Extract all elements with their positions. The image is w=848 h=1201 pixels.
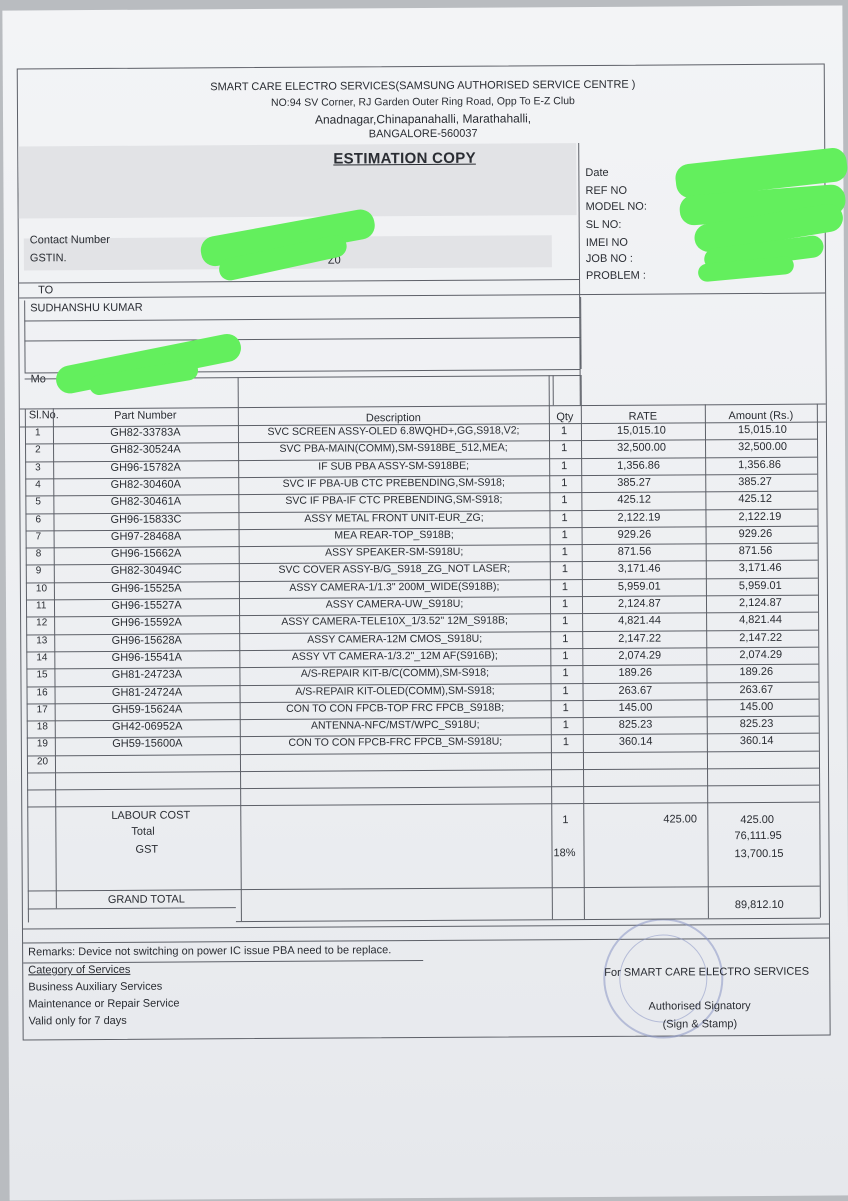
row-rate: 871.56 [617,545,652,558]
row-part-number: GH96-15525A [111,582,182,595]
header-amount: Amount (Rs.) [728,409,794,423]
row-rate: 263.67 [618,684,653,697]
row-part-number: GH96-15782A [110,461,181,474]
row-amount: 5,959.01 [738,579,782,592]
row-amount: 1,356.86 [738,458,782,471]
ref-no-label: REF NO [585,184,628,198]
row-qty: 1 [561,511,568,524]
remarks-text: Remarks: Device not switching on power IC issue PBA need to be replace. [28,944,392,959]
row-description: ASSY CAMERA-12M CMOS_S918U; [307,632,483,646]
row-part-number: GH82-30524A [110,443,181,457]
row-rate: 189.26 [618,666,653,680]
service-maintenance-repair: Maintenance or Repair Service [28,997,180,1011]
row-part-number: GH97-28468A [110,530,182,543]
row-description: ASSY CAMERA-1/1.3" 200M_WIDE(S918B); [289,580,500,594]
validity-note: Valid only for 7 days [28,1014,127,1028]
row-qty: 1 [561,442,568,455]
row-amount: 2,147.22 [739,631,783,644]
row-description: A/S-REPAIR KIT-OLED(COMM),SM-S918; [295,684,495,698]
row-amount: 360.14 [739,735,774,748]
header-part-number: Part Number [114,409,177,422]
row-part-number: GH59-15600A [112,737,183,751]
row-part-number: GH81-24724A [111,685,183,699]
row-sl-no: 8 [35,548,42,560]
row-description: ANTENNA-NFC/MST/WPC_S918U; [310,718,480,732]
row-part-number: GH42-06952A [112,720,183,734]
row-amount: 3,171.46 [738,562,782,575]
row-rate: 825.23 [618,718,653,731]
document-title: ESTIMATION COPY [333,149,476,168]
row-sl-no: 12 [36,617,48,629]
total-label: Total [131,825,155,838]
row-rate: 1,356.86 [617,459,661,472]
row-sl-no: 2 [35,444,41,456]
row-sl-no: 4 [35,479,41,491]
row-rate: 385.27 [617,476,651,489]
row-rate: 5,959.01 [617,580,661,593]
row-part-number: GH82-30461A [110,495,182,509]
row-sl-no: 7 [35,531,42,543]
row-sl-no: 11 [35,600,47,612]
row-description: SVC IF PBA-IF CTC PREBENDING,SM-S918; [285,493,503,508]
category-label: Category of Services [28,963,131,977]
row-rate: 2,074.29 [618,649,662,662]
problem-label: PROBLEM : [585,269,646,283]
row-amount: 425.12 [738,493,773,506]
row-qty: 1 [561,580,569,593]
company-name: SMART CARE ELECTRO SERVICES(SAMSUNG AUTHORISED SERVICE CENTRE ) [210,78,636,94]
row-amount: 32,500.00 [738,441,788,454]
header-qty: Qty [556,411,574,424]
row-qty: 1 [562,615,569,628]
row-rate: 32,500.00 [617,441,667,455]
header-sl-no: Sl.No. [28,409,59,422]
row-description: SVC IF PBA-UB CTC PREBENDING,SM-S918; [282,476,505,490]
row-description: IF SUB PBA ASSY-SM-S918BE; [318,459,470,473]
row-amount: 2,122.19 [738,510,782,523]
row-sl-no: 10 [35,583,48,595]
row-description: MEA REAR-TOP_S918B; [334,528,454,542]
total-amount: 76,111.95 [734,829,782,843]
row-description: ASSY VT CAMERA-1/3.2"_12M AF(S916B); [291,649,498,663]
gstin-label: GSTIN. [29,252,67,265]
row-rate: 4,821.44 [618,614,661,628]
row-qty: 1 [562,667,569,680]
row-part-number: GH96-15628A [111,634,182,647]
row-part-number: GH82-30460A [110,478,181,491]
row-qty: 1 [562,701,569,714]
for-company: For SMART CARE ELECTRO SERVICES [604,965,810,979]
row-sl-no: 15 [36,669,48,681]
row-sl-no: 9 [35,565,42,577]
row-amount: 929.26 [738,527,773,540]
gst-amount: 13,700.15 [734,847,784,861]
row-part-number: GH96-15662A [110,547,182,561]
to-label: TO [38,284,54,297]
gst-rate: 18% [553,847,576,860]
row-rate: 2,124.87 [617,597,661,610]
header-rate: RATE [628,410,658,423]
row-qty: 1 [562,632,569,645]
row-sl-no: 5 [35,496,41,508]
model-no-label: MODEL NO: [585,200,647,214]
labour-rate: 425.00 [663,813,698,826]
title-block [18,143,576,218]
row-part-number: GH96-15592A [111,616,182,630]
row-sl-no: 19 [36,738,49,750]
row-amount: 385.27 [738,475,772,488]
row-description: SVC COVER ASSY-B/G_S918_ZG_NOT LASER; [278,562,511,577]
row-sl-no: 14 [36,652,48,664]
row-amount: 263.67 [739,683,774,696]
imei-no-label: IMEI NO [585,236,629,250]
company-address-line3: BANGALORE-560037 [368,127,478,141]
row-part-number: GH59-15624A [111,703,183,716]
authorised-signatory: Authorised Signatory [648,1000,751,1013]
row-rate: 3,171.46 [617,562,661,576]
row-sl-no: 17 [36,704,48,716]
estimation-sheet [2,5,848,1200]
grand-total-label: GRAND TOTAL [107,893,185,906]
row-qty: 1 [562,736,570,749]
row-qty: 1 [561,494,568,507]
row-sl-no: 13 [36,634,48,646]
row-qty: 1 [560,425,568,438]
row-qty: 1 [562,719,569,732]
row-description: ASSY SPEAKER-SM-S918U; [325,545,464,559]
date-label: Date [585,166,609,180]
company-address-line1: NO:94 SV Corner, RJ Garden Outer Ring Road, Opp To E-Z Club [270,95,575,109]
row-description: ASSY METAL FRONT UNIT-EUR_ZG; [304,511,484,525]
row-part-number: GH81-24723A [111,668,183,682]
row-amount: 4,821.44 [739,614,782,627]
row-rate: 929.26 [617,528,652,541]
labour-qty: 1 [562,814,569,827]
gst-label: GST [135,843,159,856]
row-description: SVC SCREEN ASSY-OLED 6.8WQHD+,GG,S918,V2; [267,424,520,438]
labour-label: LABOUR COST [111,809,191,822]
row-part-number: GH96-15541A [111,651,183,664]
row-qty: 1 [561,563,568,576]
row-amount: 189.26 [739,666,774,679]
row-sl-no: 16 [36,686,48,698]
row-qty: 1 [561,459,568,472]
sl-no-label: SL NO: [585,218,622,232]
row-qty: 1 [561,477,568,490]
row-qty: 1 [561,528,568,541]
sign-and-stamp: (Sign & Stamp) [662,1018,738,1031]
row-amount: 2,124.87 [738,596,782,610]
row-sl-no: 3 [35,461,41,473]
row-rate: 360.14 [618,736,653,749]
row-description: ASSY CAMERA-TELE10X_1/3.52" 12M_S918B; [281,614,508,629]
row-rate: 2,122.19 [617,511,661,524]
row-sl-no: 20 [36,755,49,768]
row-amount: 825.23 [739,717,774,731]
mobile-label: Mo [30,373,46,386]
contact-number-label: Contact Number [29,233,110,247]
row-description: ASSY CAMERA-UW_S918U; [325,597,464,611]
row-qty: 1 [562,684,569,697]
service-business-auxiliary: Business Auxiliary Services [28,980,163,994]
row-part-number: GH96-15833C [110,512,182,526]
row-description: CON TO CON FPCB-FRC FPCB_SM-S918U; [288,735,503,750]
row-qty: 1 [561,598,569,611]
gstin-suffix: Z0 [327,254,341,267]
row-qty: 1 [561,546,568,559]
grand-total-amount: 89,812.10 [734,898,784,912]
row-amount: 2,074.29 [739,648,783,661]
labour-amount: 425.00 [740,813,775,827]
row-description: CON TO CON FPCB-TOP FRC FPCB_S918B; [286,701,505,715]
row-qty: 1 [562,650,569,663]
row-rate: 145.00 [618,701,653,714]
row-sl-no: 1 [34,427,41,439]
items-table [2,5,842,10]
row-part-number: GH96-15527A [111,599,182,612]
company-address-line2: Anadnagar,Chinapanahalli, Marathahalli, [314,111,532,127]
row-amount: 145.00 [739,700,774,713]
customer-name: SUDHANSHU KUMAR [30,301,143,315]
row-description: SVC PBA-MAIN(COMM),SM-S918BE_512,MEA; [279,441,508,456]
row-part-number: GH82-30494C [110,564,182,578]
row-amount: 15,015.10 [737,423,787,437]
row-part-number: GH82-33783A [110,426,181,439]
row-rate: 425.12 [617,493,652,507]
row-sl-no: 6 [35,513,42,525]
row-sl-no: 18 [36,721,48,733]
row-description: A/S-REPAIR KIT-B/C(COMM),SM-S918; [300,666,490,680]
row-rate: 15,015.10 [616,424,666,437]
row-rate: 2,147.22 [618,632,662,645]
header-description: Description [365,412,421,425]
row-amount: 871.56 [738,544,773,558]
job-no-label: JOB NO : [585,252,633,266]
